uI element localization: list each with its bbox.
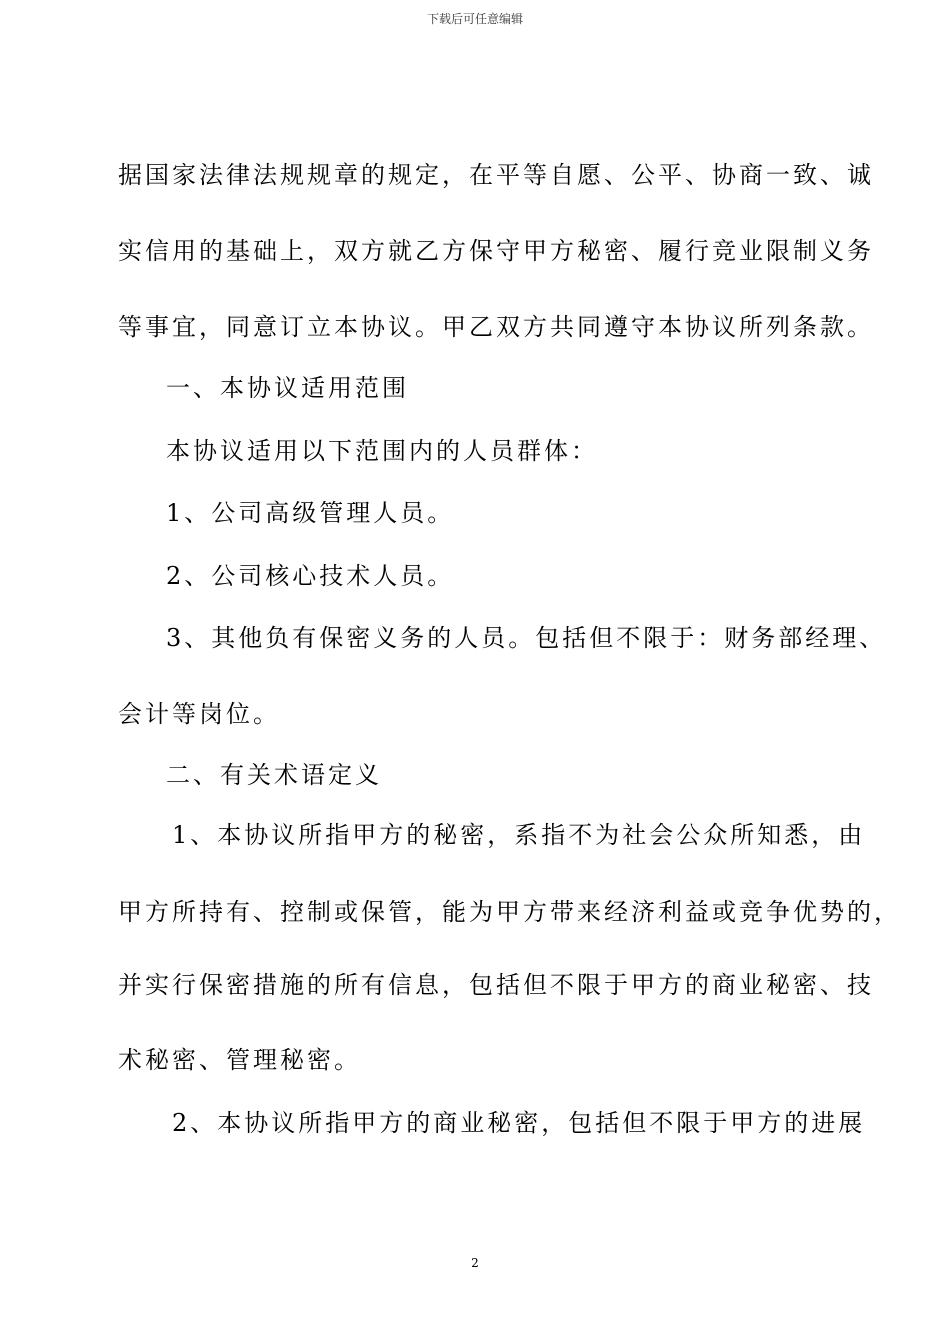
list-item: 3、其他负有保密义务的人员。包括但不限于：财务部经理、 <box>166 624 887 652</box>
body-line: 实信用的基础上，双方就乙方保守甲方秘密、履行竞业限制义务 <box>118 237 874 265</box>
body-line: 本协议适用以下范围内的人员群体： <box>166 437 598 465</box>
page-number: 2 <box>471 1256 479 1270</box>
page-header: 下载后可任意编辑 <box>426 12 523 26</box>
body-line: 据国家法律法规规章的规定，在平等自愿、公平、协商一致、诚 <box>118 161 874 189</box>
body-line: 并实行保密措施的所有信息，包括但不限于甲方的商业秘密、技 <box>118 971 874 999</box>
body-line: 术秘密、管理秘密。 <box>118 1046 361 1074</box>
body-line: 甲方所持有、控制或保管，能为甲方带来经济利益或竞争优势的， <box>118 898 901 926</box>
body-line: 会计等岗位。 <box>118 700 280 728</box>
list-item: 1、公司高级管理人员。 <box>166 499 455 527</box>
body-line: 2、本协议所指甲方的商业秘密，包括但不限于甲方的进展 <box>172 1109 866 1137</box>
body-line: 1、本协议所指甲方的秘密，系指不为社会公众所知悉，由 <box>172 821 866 849</box>
list-item: 2、公司核心技术人员。 <box>166 562 455 590</box>
body-line: 等事宜，同意订立本协议。甲乙双方共同遵守本协议所列条款。 <box>118 313 874 341</box>
section-heading: 一、本协议适用范围 <box>166 374 409 402</box>
section-heading: 二、有关术语定义 <box>166 761 382 789</box>
